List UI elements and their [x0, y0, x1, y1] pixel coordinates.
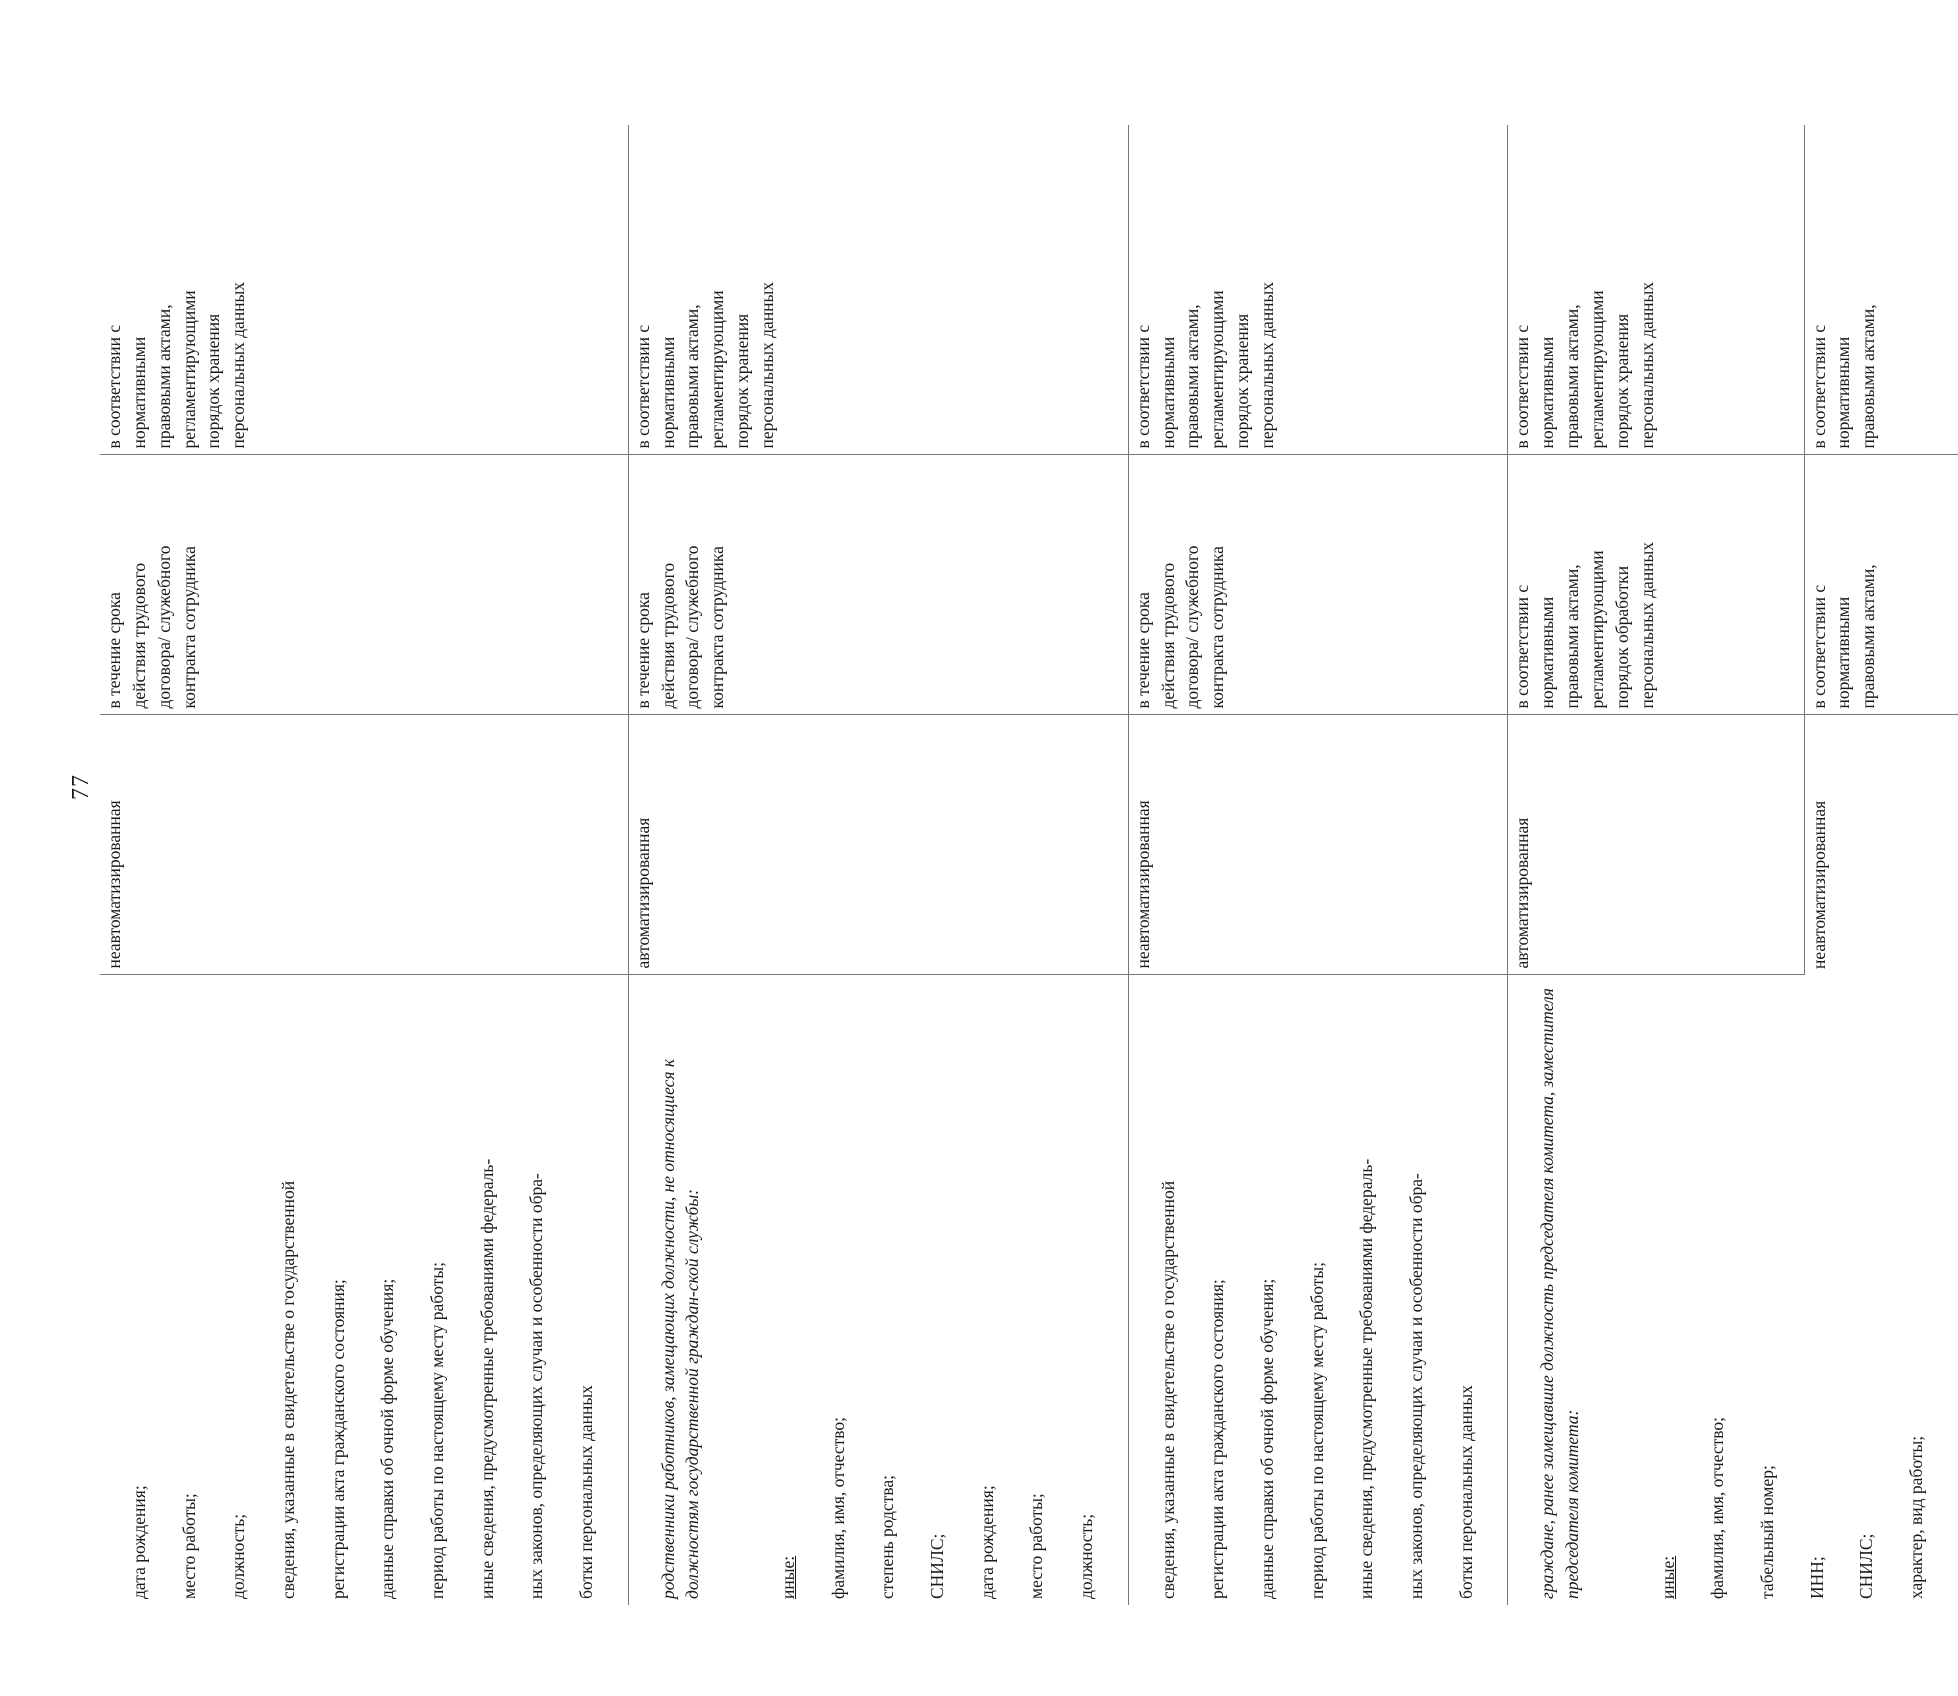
subject-category: родственники работников, замещающих должности, не относящиеся к должностям государственной граждан-ской службы: — [657, 1058, 703, 1599]
personal-data-table — [100, 125, 1958, 1605]
line: ИНН; — [1806, 1556, 1827, 1599]
processing-period-cell: в течение срока действия трудового договора/ служебного контракта сотрудника — [1128, 455, 1508, 715]
line: ных законов, определяющих случаи и особенности обра- — [526, 1173, 547, 1599]
line: степень родства; — [877, 1474, 898, 1599]
line: данные справки об очной форме обучения; — [1256, 1278, 1277, 1599]
processing-method-cell: неавтоматизированная — [100, 715, 628, 975]
line: характер, вид работы; — [1906, 1435, 1927, 1599]
processing-period-cell: в соответствии с нормативными правовыми актами, — [1804, 455, 1958, 715]
line: регистрации акта гражданского состояния; — [327, 1279, 348, 1599]
table-row — [1128, 125, 1508, 1605]
storage-period-cell: в соответствии с нормативными правовыми актами, регламентирующими порядок хранения персональных данных — [628, 125, 1128, 455]
rotated-table-area — [100, 125, 1927, 1605]
line: фамилия, имя, отчество; — [827, 1416, 848, 1599]
data-categories-cell — [628, 975, 1128, 1605]
line: должность; — [228, 1513, 249, 1599]
processing-period-cell: в соответствии с нормативными правовыми актами, регламентирующими порядок обработки персональных данных — [1508, 455, 1804, 715]
line: ботки персональных данных — [1455, 1385, 1476, 1599]
line: иные сведения, предусмотренные требованиями федераль- — [476, 1158, 497, 1599]
table-row — [1508, 125, 1804, 1605]
line: ботки персональных данных — [576, 1385, 597, 1599]
subject-category: граждане, ранее замещавшие должность председателя комитета, заместителя председателя комитета: — [1537, 988, 1583, 1599]
processing-method-cell: неавтоматизированная — [1804, 715, 1958, 975]
line: период работы по настоящему месту работы; — [426, 1261, 447, 1599]
line: должность; — [1076, 1513, 1097, 1599]
spacer — [730, 982, 751, 1600]
line: СНИЛС; — [1856, 1533, 1877, 1599]
data-categories-cell — [1508, 975, 1958, 1605]
processing-period-cell: в течение срока действия трудового договора/ служебного контракта сотрудника — [628, 455, 1128, 715]
table-row — [628, 125, 1128, 1605]
line: табельный номер; — [1757, 1465, 1777, 1599]
line: сведения, указанные в свидетельстве о государственной — [277, 1180, 298, 1599]
line: иные сведения, предусмотренные требованиями федераль- — [1356, 1158, 1377, 1599]
storage-period-cell: в соответствии с нормативными правовыми актами, регламентирующими порядок хранения персональных данных — [100, 125, 628, 455]
line: СНИЛС; — [927, 1533, 947, 1599]
storage-period-cell: в соответствии с нормативными правовыми актами, регламентирующими порядок хранения персональных данных — [1128, 125, 1508, 455]
processing-method-cell: неавтоматизированная — [1128, 715, 1508, 975]
data-categories-cell — [1128, 975, 1508, 1605]
line: регистрации акта гражданского состояния; — [1207, 1279, 1228, 1599]
storage-period-cell: в соответствии с нормативными правовыми актами, — [1804, 125, 1958, 455]
processing-method-cell: автоматизированная — [628, 715, 1128, 975]
line: место работы; — [178, 1493, 199, 1599]
category-heading: иные: — [1657, 1555, 1678, 1599]
page-number: 77 — [68, 774, 94, 800]
line: дата рождения; — [976, 1485, 997, 1599]
storage-period-cell: в соответствии с нормативными правовыми актами, регламентирующими порядок хранения персональных данных — [1508, 125, 1804, 455]
spacer — [1610, 982, 1631, 1600]
line: сведения, указанные в свидетельстве о государственной — [1157, 1180, 1178, 1599]
table-row — [100, 125, 628, 1605]
line: данные справки об очной форме обучения; — [377, 1278, 398, 1599]
line: фамилия, имя, отчество; — [1707, 1416, 1728, 1599]
line: место работы; — [1026, 1493, 1047, 1599]
line: период работы по настоящему месту работы; — [1306, 1261, 1327, 1599]
processing-method-cell: автоматизированная — [1508, 715, 1804, 975]
line: ных законов, определяющих случаи и особенности обра- — [1406, 1173, 1427, 1599]
data-categories-cell — [100, 975, 628, 1605]
line: дата рождения; — [128, 1485, 149, 1599]
category-heading: иные: — [777, 1555, 798, 1599]
processing-period-cell: в течение срока действия трудового договора/ служебного контракта сотрудника — [100, 455, 628, 715]
